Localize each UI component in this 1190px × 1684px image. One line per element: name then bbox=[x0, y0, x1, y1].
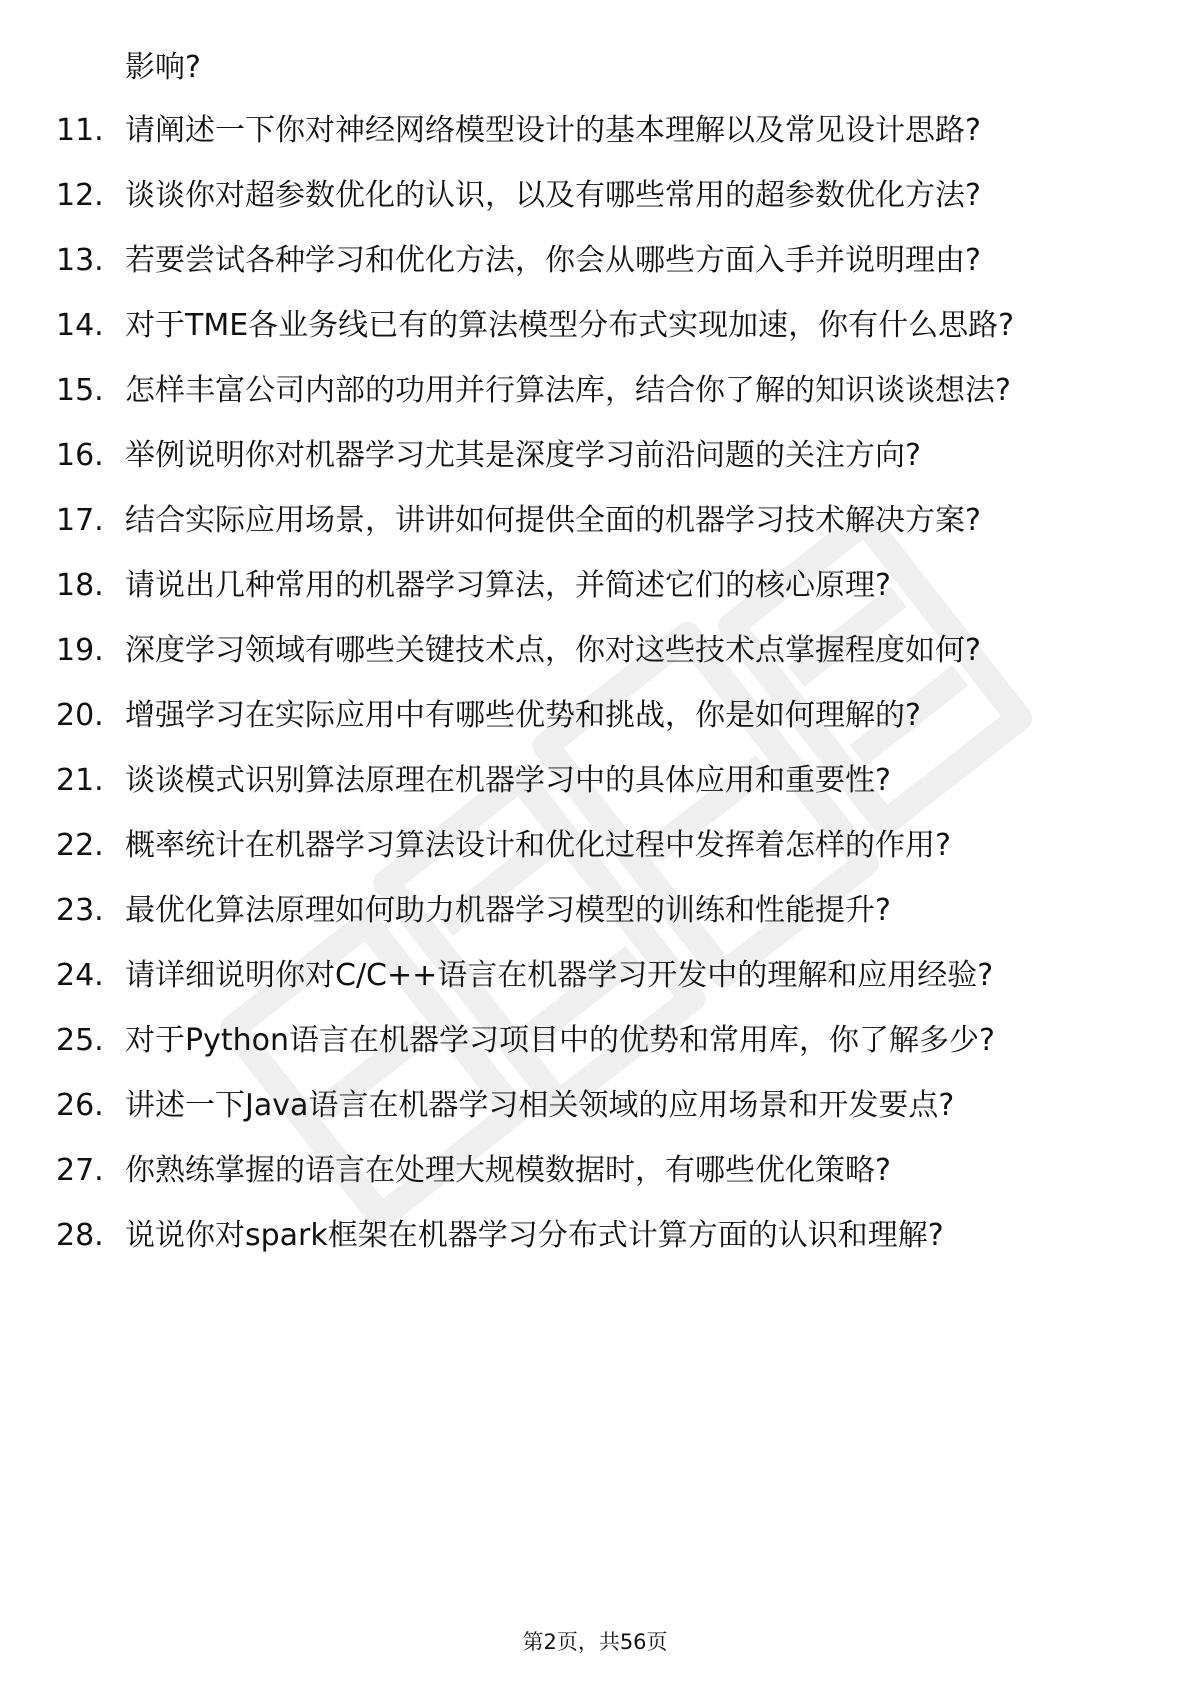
question-text: 请阐述一下你对神经网络模型设计的基本理解以及常见设计思路? bbox=[125, 113, 981, 148]
question-item bbox=[0, 956, 1190, 996]
question-item bbox=[0, 501, 1190, 541]
question-text: 讲述一下Java语言在机器学习相关领域的应用场景和开发要点? bbox=[125, 1088, 955, 1123]
continuation-text: 影响? bbox=[125, 50, 201, 85]
question-item bbox=[0, 111, 1190, 151]
question-number: 18. bbox=[56, 568, 104, 603]
question-text: 对于Python语言在机器学习项目中的优势和常用库，你了解多少? bbox=[125, 1023, 995, 1058]
question-text: 增强学习在实际应用中有哪些优势和挑战，你是如何理解的? bbox=[125, 698, 921, 733]
question-item bbox=[0, 1021, 1190, 1061]
question-number: 22. bbox=[56, 828, 104, 863]
question-item bbox=[0, 1086, 1190, 1126]
question-item bbox=[0, 436, 1190, 476]
question-text: 结合实际应用场景，讲讲如何提供全面的机器学习技术解决方案? bbox=[125, 503, 981, 538]
question-number: 16. bbox=[56, 438, 104, 473]
question-text: 谈谈你对超参数优化的认识，以及有哪些常用的超参数优化方法? bbox=[125, 178, 981, 213]
question-item bbox=[0, 761, 1190, 801]
question-item bbox=[0, 631, 1190, 671]
question-number: 11. bbox=[56, 113, 104, 148]
question-item bbox=[0, 306, 1190, 346]
question-text: 谈谈模式识别算法原理在机器学习中的具体应用和重要性? bbox=[125, 763, 891, 798]
question-number: 26. bbox=[56, 1088, 104, 1123]
question-text: 说说你对spark框架在机器学习分布式计算方面的认识和理解? bbox=[125, 1218, 944, 1253]
question-text: 请详细说明你对C/C++语言在机器学习开发中的理解和应用经验? bbox=[125, 958, 994, 993]
question-text: 你熟练掌握的语言在处理大规模数据时，有哪些优化策略? bbox=[125, 1153, 891, 1188]
question-number: 14. bbox=[56, 308, 104, 343]
question-number: 27. bbox=[56, 1153, 104, 1188]
question-text: 请说出几种常用的机器学习算法，并简述它们的核心原理? bbox=[125, 568, 891, 603]
question-text: 最优化算法原理如何助力机器学习模型的训练和性能提升? bbox=[125, 893, 891, 928]
question-number: 20. bbox=[56, 698, 104, 733]
question-item bbox=[0, 371, 1190, 411]
question-number: 12. bbox=[56, 178, 104, 213]
question-item bbox=[0, 891, 1190, 931]
question-item bbox=[0, 566, 1190, 606]
question-number: 17. bbox=[56, 503, 104, 538]
question-number: 24. bbox=[56, 958, 104, 993]
question-text: 若要尝试各种学习和优化方法，你会从哪些方面入手并说明理由? bbox=[125, 243, 981, 278]
question-item bbox=[0, 241, 1190, 281]
question-number: 21. bbox=[56, 763, 104, 798]
question-text: 深度学习领域有哪些关键技术点，你对这些技术点掌握程度如何? bbox=[125, 633, 981, 668]
question-item bbox=[0, 1216, 1190, 1256]
question-number: 15. bbox=[56, 373, 104, 408]
question-number: 19. bbox=[56, 633, 104, 668]
page-footer: 第2页，共56页 bbox=[522, 1630, 668, 1654]
question-text: 概率统计在机器学习算法设计和优化过程中发挥着怎样的作用? bbox=[125, 828, 951, 863]
question-item bbox=[0, 696, 1190, 736]
question-list bbox=[0, 111, 1190, 1281]
question-text: 怎样丰富公司内部的功用并行算法库，结合你了解的知识谈谈想法? bbox=[125, 373, 1011, 408]
question-number: 25. bbox=[56, 1023, 104, 1058]
question-item bbox=[0, 826, 1190, 866]
question-item bbox=[0, 1151, 1190, 1191]
question-number: 28. bbox=[56, 1218, 104, 1253]
question-number: 23. bbox=[56, 893, 104, 928]
question-number: 13. bbox=[56, 243, 104, 278]
question-text: 对于TME各业务线已有的算法模型分布式实现加速，你有什么思路? bbox=[125, 308, 1015, 343]
question-text: 举例说明你对机器学习尤其是深度学习前沿问题的关注方向? bbox=[125, 438, 921, 473]
question-item bbox=[0, 176, 1190, 216]
